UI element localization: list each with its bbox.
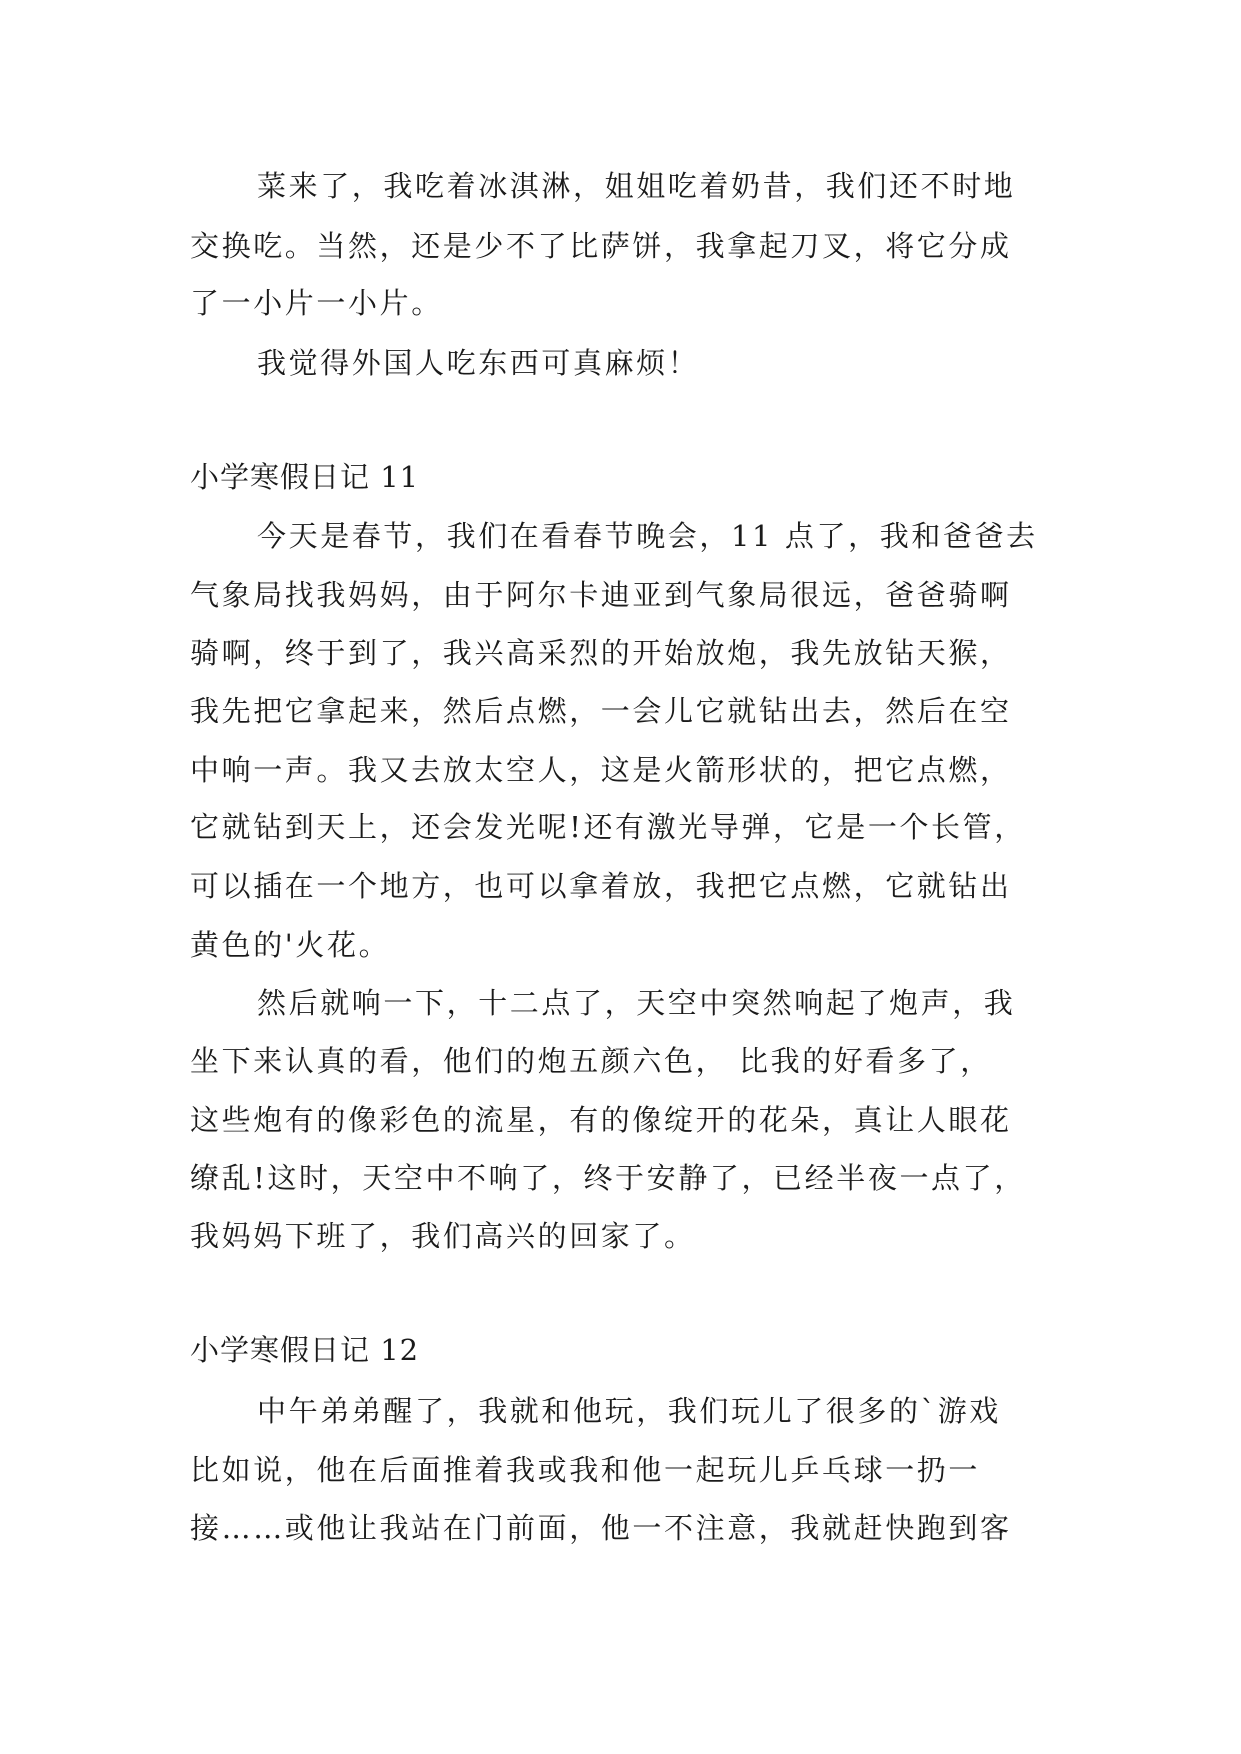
paragraph-line: 缭乱!这时，天空中不响了，终于安静了，已经半夜一点了， — [190, 1161, 1026, 1195]
paragraph-line: 坐下来认真的看，他们的炮五颜六色， 比我的好看多了， — [190, 1044, 992, 1078]
paragraph-line: 我觉得外国人吃东西可真麻烦！ — [257, 346, 700, 380]
paragraph-line: 这些炮有的像彩色的流星，有的像绽开的花朵，真让人眼花 — [190, 1103, 1012, 1137]
paragraph-line: 了一小片一小片。 — [190, 286, 443, 320]
paragraph-line: 骑啊，终于到了，我兴高采烈的开始放炮，我先放钻天猴， — [190, 636, 1012, 670]
paragraph-line: 我妈妈下班了，我们高兴的回家了。 — [190, 1219, 696, 1253]
paragraph-line: 我先把它拿起来，然后点燃，一会儿它就钻出去，然后在空 — [190, 694, 1012, 728]
paragraph-line: 可以插在一个地方，也可以拿着放，我把它点燃，它就钻出 — [190, 869, 1012, 903]
paragraph-line: 今天是春节，我们在看春节晚会，11 点了，我和爸爸去 — [257, 519, 1038, 553]
paragraph-line: 中午弟弟醒了，我就和他玩，我们玩儿了很多的`游戏 — [257, 1394, 1001, 1428]
paragraph-line: 交换吃。当然，还是少不了比萨饼，我拿起刀叉，将它分成 — [190, 229, 1012, 263]
paragraph-line: 黄色的'火花。 — [190, 928, 391, 962]
paragraph-line: 菜来了，我吃着冰淇淋，姐姐吃着奶昔，我们还不时地 — [257, 169, 1016, 203]
section-title: 小学寒假日记 12 — [190, 1333, 420, 1367]
paragraph-line: 中响一声。我又去放太空人，这是火箭形状的，把它点燃， — [190, 753, 1012, 787]
paragraph-line: 气象局找我妈妈，由于阿尔卡迪亚到气象局很远，爸爸骑啊 — [190, 578, 1012, 612]
section-title: 小学寒假日记 11 — [190, 460, 420, 494]
paragraph-line: 接……或他让我站在门前面，他一不注意，我就赶快跑到客 — [190, 1511, 1012, 1545]
paragraph-line: 它就钻到天上，还会发光呢!还有激光导弹，它是一个长管， — [190, 810, 1026, 844]
paragraph-line: 比如说，他在后面推着我或我和他一起玩儿乒乓球一扔一 — [190, 1453, 981, 1487]
paragraph-line: 然后就响一下，十二点了，天空中突然响起了炮声，我 — [257, 986, 1016, 1020]
